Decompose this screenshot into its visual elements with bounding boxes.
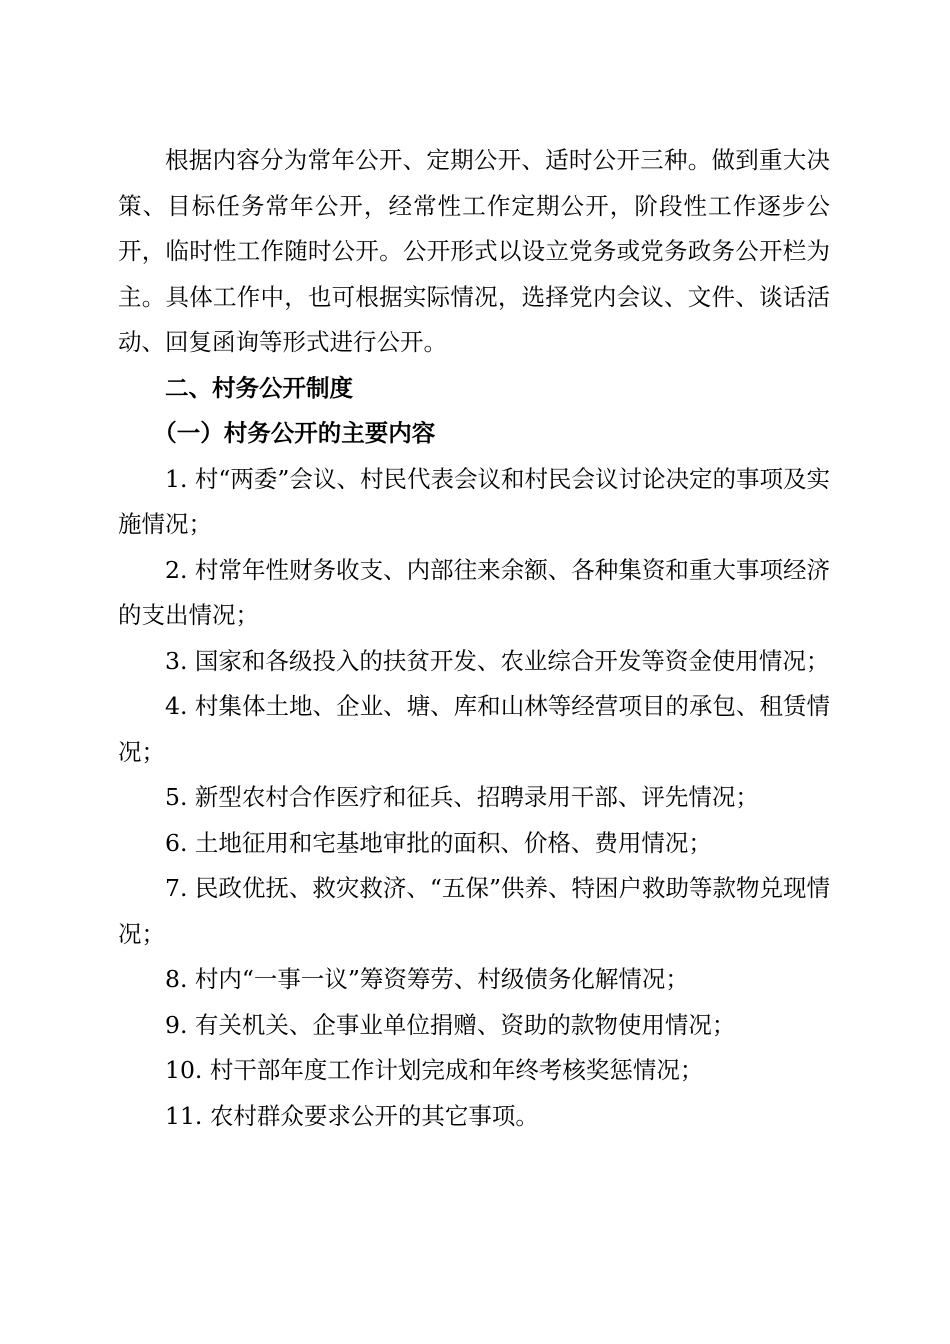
list-item-8: 8. 村内“一事一议”筹资筹劳、村级债务化解情况； — [165, 965, 689, 993]
list-item-3: 3. 国家和各级投入的扶贫开发、农业综合开发等资金使用情况； — [165, 646, 830, 675]
list-item-1: 1. 村“两委”会议、村民代表会议和村民会议讨论决定的事项及实施情况； — [118, 464, 830, 538]
list-item-10: 10. 村干部年度工作计划完成和年终考核奖惩情况； — [165, 1056, 704, 1084]
list-item-5: 5. 新型农村合作医疗和征兵、招聘录用干部、评先情况； — [165, 783, 759, 811]
list-item-11: 11. 农村群众要求公开的其它事项。 — [165, 1101, 539, 1130]
list-item-9: 9. 有关机关、企事业单位捐赠、资助的款物使用情况； — [165, 1010, 736, 1039]
list-item-2: 2. 村常年性财务收支、内部往来余额、各种集资和重大事项经济的支出情况； — [118, 555, 830, 629]
section-heading: 二、村务公开制度 — [165, 373, 353, 402]
list-item-4: 4. 村集体土地、企业、塘、库和山林等经营项目的承包、租赁情况； — [118, 692, 830, 766]
list-item-6: 6. 土地征用和宅基地审批的面积、价格、费用情况； — [165, 828, 712, 857]
intro-paragraph: 根据内容分为常年公开、定期公开、适时公开三种。做到重大决策、目标任务常年公开，经常性工作定期公开，阶段性工作逐步公开，临时性工作随时公开。公开形式以设立党务或党务政务公开栏为主。具体工作中，也可根据实际情况，选择党内会议、文件、谈话活动、回复函询等形式进行公开。 — [118, 146, 830, 356]
document-page — [118, 138, 830, 1139]
subsection-heading: （一）村务公开的主要内容 — [153, 419, 436, 447]
list-item-7: 7. 民政优抚、救灾救济、“五保”供养、特困户救助等款物兑现情况； — [118, 874, 830, 948]
